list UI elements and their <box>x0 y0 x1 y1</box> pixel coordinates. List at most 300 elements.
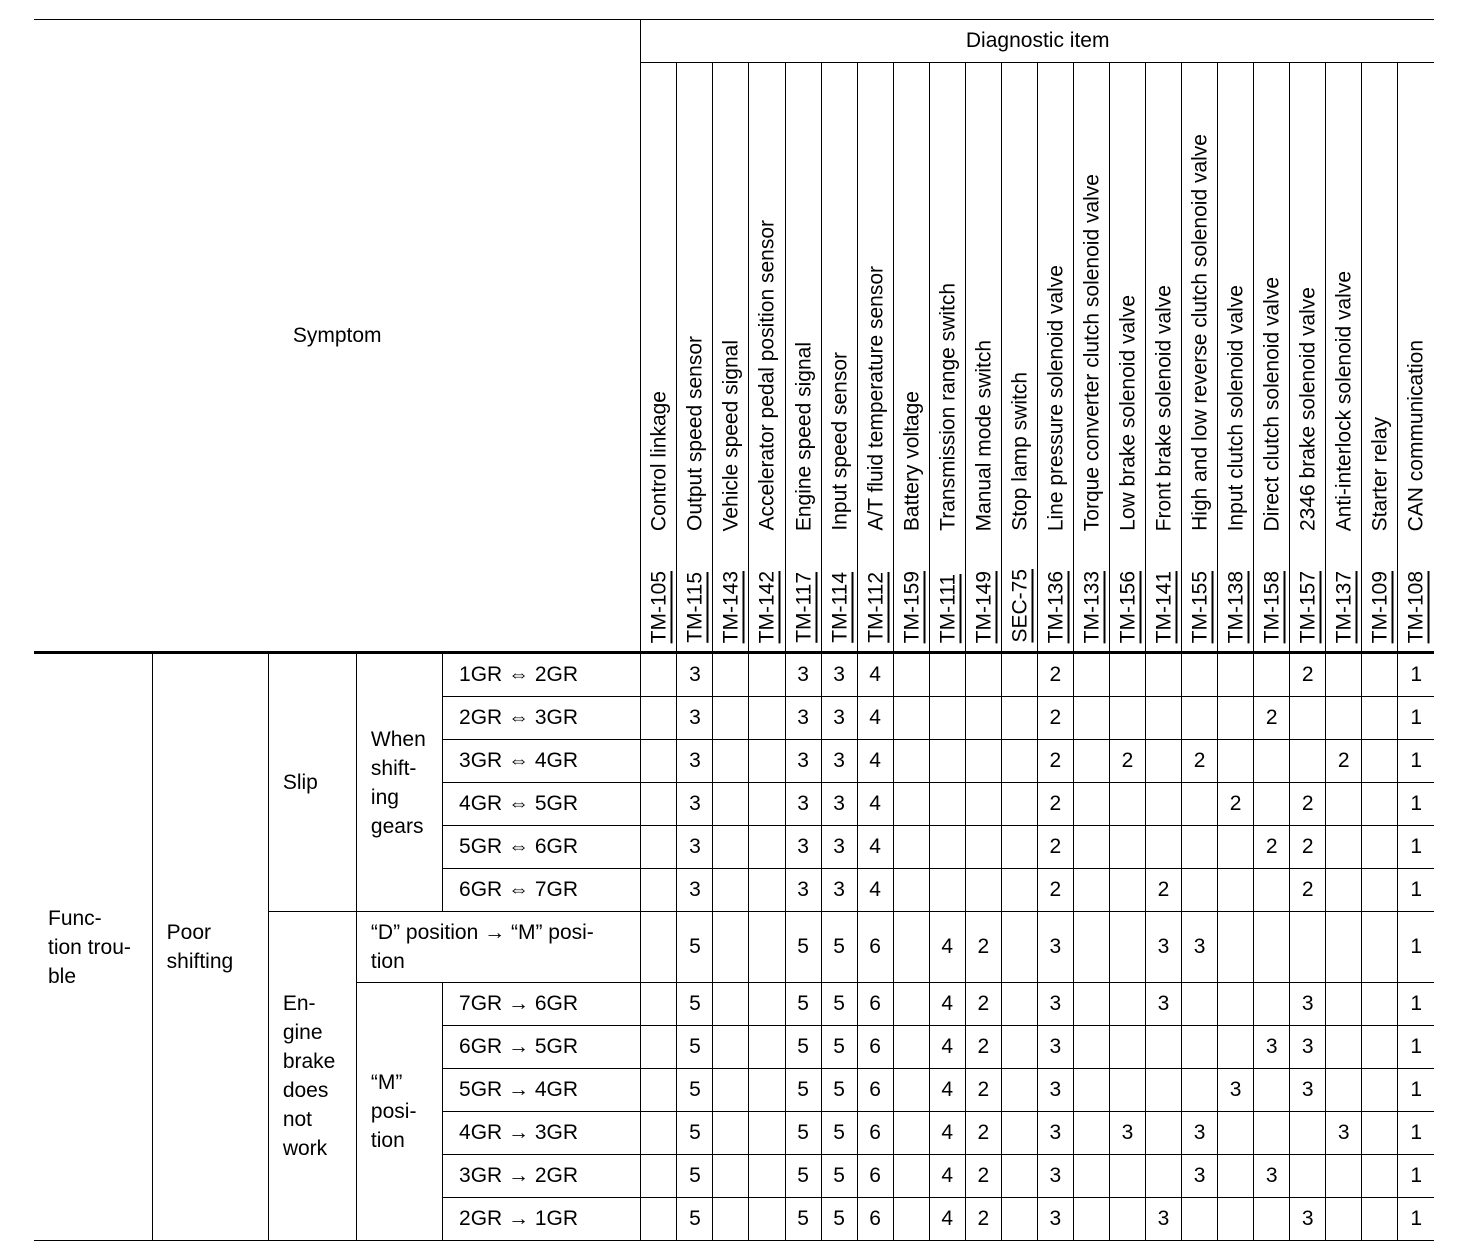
value-cell <box>1109 826 1145 869</box>
diagnostic-item-ref-link[interactable]: TM-136 <box>1044 570 1068 643</box>
diagnostic-item-name: High and low reverse clutch solenoid valve <box>1188 134 1212 531</box>
value-cell: 3 <box>1182 912 1218 983</box>
diagnostic-item-ref-link[interactable]: TM-142 <box>755 570 779 643</box>
value-cell <box>1182 1069 1218 1112</box>
value-cell <box>1362 826 1398 869</box>
value-cell <box>1218 1112 1254 1155</box>
value-cell <box>1001 1198 1037 1241</box>
value-cell: 5 <box>677 912 713 983</box>
value-cell <box>713 1112 749 1155</box>
value-cell <box>1001 1155 1037 1198</box>
value-cell <box>929 740 965 783</box>
value-cell <box>713 1026 749 1069</box>
value-cell <box>1218 1198 1254 1241</box>
value-cell <box>1290 740 1326 783</box>
value-cell <box>965 740 1001 783</box>
value-cell <box>965 653 1001 697</box>
value-cell: 4 <box>857 740 893 783</box>
value-cell: 2 <box>1146 869 1182 912</box>
diagnostic-item-column-header <box>1146 63 1182 653</box>
diagnostic-item-name: Direct clutch solenoid valve <box>1260 276 1284 531</box>
value-cell: 2 <box>1326 740 1362 783</box>
value-cell <box>929 869 965 912</box>
value-cell: 4 <box>929 1069 965 1112</box>
value-cell: 2 <box>1290 653 1326 697</box>
value-cell: 4 <box>857 653 893 697</box>
diagnostic-item-ref-link[interactable]: TM-111 <box>936 573 960 643</box>
table-row <box>34 653 1434 697</box>
value-cell <box>749 1026 785 1069</box>
diagnostic-item-name: Starter relay <box>1368 416 1392 531</box>
value-cell <box>1146 653 1182 697</box>
value-cell <box>641 983 677 1026</box>
value-cell <box>1073 1112 1109 1155</box>
value-cell: 3 <box>1182 1112 1218 1155</box>
value-cell <box>893 1155 929 1198</box>
value-cell <box>1146 1026 1182 1069</box>
value-cell: 4 <box>929 983 965 1026</box>
value-cell: 3 <box>785 653 821 697</box>
diagnostic-item-column-header <box>857 63 893 653</box>
value-cell <box>713 826 749 869</box>
diagnostic-item-name: 2346 brake solenoid valve <box>1296 286 1320 531</box>
value-cell: 3 <box>821 869 857 912</box>
value-cell <box>713 783 749 826</box>
value-cell <box>1182 653 1218 697</box>
diagnostic-item-column-header <box>641 63 677 653</box>
value-cell <box>749 826 785 869</box>
value-cell <box>713 1155 749 1198</box>
value-cell <box>1073 783 1109 826</box>
row-label: 5GR → 4GR <box>443 1069 641 1112</box>
diagnostic-item-name: Battery voltage <box>900 390 924 531</box>
value-cell <box>1290 1155 1326 1198</box>
value-cell <box>749 697 785 740</box>
value-cell: 5 <box>821 983 857 1026</box>
diagnostic-item-ref-link[interactable]: TM-109 <box>1368 570 1392 643</box>
value-cell <box>1362 1112 1398 1155</box>
diagnostic-item-ref-link[interactable]: TM-117 <box>792 572 816 643</box>
value-cell <box>713 697 749 740</box>
row-label: 2GR → 1GR <box>443 1198 641 1241</box>
value-cell: 2 <box>965 1112 1001 1155</box>
value-cell: 3 <box>1146 983 1182 1026</box>
diagnostic-item-column-header <box>1073 63 1109 653</box>
value-cell <box>1109 912 1145 983</box>
value-cell <box>749 912 785 983</box>
diagnostic-item-name: Line pressure solenoid valve <box>1044 264 1068 531</box>
value-cell: 6 <box>857 1198 893 1241</box>
value-cell <box>749 740 785 783</box>
diagnostic-item-name: Input clutch solenoid valve <box>1224 284 1248 531</box>
value-cell <box>641 1198 677 1241</box>
row-label: 4GR ⇔ 5GR <box>443 783 641 826</box>
value-cell: 5 <box>821 1198 857 1241</box>
value-cell <box>749 1198 785 1241</box>
value-cell: 2 <box>1290 869 1326 912</box>
m-position-label: “M” posi- tion <box>356 983 442 1241</box>
value-cell <box>1182 869 1218 912</box>
value-cell <box>641 869 677 912</box>
value-cell <box>749 983 785 1026</box>
value-cell: 3 <box>1037 1155 1073 1198</box>
value-cell <box>929 697 965 740</box>
diagnostic-item-ref-link[interactable]: TM-156 <box>1116 570 1140 643</box>
value-cell: 3 <box>1109 1112 1145 1155</box>
diagnostic-item-column-header <box>929 63 965 653</box>
value-cell: 5 <box>785 1112 821 1155</box>
value-cell: 4 <box>929 912 965 983</box>
diagnostic-item-ref-link[interactable]: TM-155 <box>1188 570 1212 643</box>
value-cell <box>1073 1155 1109 1198</box>
value-cell: 5 <box>785 1026 821 1069</box>
poor-shifting-label: Poor shifting <box>152 653 268 1241</box>
value-cell: 5 <box>821 1112 857 1155</box>
value-cell: 3 <box>1037 1112 1073 1155</box>
value-cell: 3 <box>785 869 821 912</box>
value-cell <box>1326 653 1362 697</box>
value-cell <box>893 697 929 740</box>
diagnostic-item-name: Vehicle speed signal <box>719 339 743 531</box>
value-cell <box>893 740 929 783</box>
value-cell <box>1073 697 1109 740</box>
value-cell: 4 <box>929 1026 965 1069</box>
value-cell: 5 <box>785 912 821 983</box>
value-cell <box>1146 783 1182 826</box>
diagnostic-item-name: Control linkage <box>647 390 671 531</box>
value-cell: 2 <box>965 912 1001 983</box>
value-cell <box>1073 869 1109 912</box>
value-cell <box>749 869 785 912</box>
diagnostic-item-name: Anti-interlock solenoid valve <box>1332 270 1356 531</box>
value-cell: 3 <box>821 783 857 826</box>
value-cell: 1 <box>1398 826 1434 869</box>
value-cell <box>893 653 929 697</box>
value-cell: 5 <box>677 1155 713 1198</box>
value-cell: 3 <box>1290 1069 1326 1112</box>
value-cell <box>1362 1198 1398 1241</box>
diagnostic-item-column-header <box>821 63 857 653</box>
value-cell <box>965 783 1001 826</box>
value-cell <box>1254 783 1290 826</box>
value-cell <box>1073 826 1109 869</box>
value-cell <box>1326 983 1362 1026</box>
value-cell <box>1182 983 1218 1026</box>
row-label: 4GR → 3GR <box>443 1112 641 1155</box>
value-cell <box>1146 697 1182 740</box>
value-cell: 4 <box>929 1198 965 1241</box>
value-cell: 1 <box>1398 1198 1434 1241</box>
value-cell <box>1254 983 1290 1026</box>
value-cell: 3 <box>785 740 821 783</box>
value-cell <box>1146 740 1182 783</box>
value-cell <box>1254 1069 1290 1112</box>
value-cell: 5 <box>821 1155 857 1198</box>
value-cell: 6 <box>857 1069 893 1112</box>
value-cell: 2 <box>1182 740 1218 783</box>
value-cell <box>1182 1198 1218 1241</box>
diagnostic-table <box>34 19 1434 1241</box>
value-cell <box>713 653 749 697</box>
value-cell: 2 <box>1037 783 1073 826</box>
diagnostic-item-column-header <box>749 63 785 653</box>
value-cell <box>1109 783 1145 826</box>
value-cell: 3 <box>1037 983 1073 1026</box>
value-cell: 1 <box>1398 697 1434 740</box>
value-cell <box>893 1198 929 1241</box>
when-shifting-label: When shift- ing gears <box>356 653 442 912</box>
value-cell: 2 <box>1254 826 1290 869</box>
value-cell <box>641 912 677 983</box>
diagnostic-item-column-header <box>1109 63 1145 653</box>
value-cell: 3 <box>677 826 713 869</box>
value-cell <box>1362 697 1398 740</box>
value-cell <box>929 826 965 869</box>
value-cell: 3 <box>1290 1026 1326 1069</box>
value-cell <box>1146 1155 1182 1198</box>
value-cell <box>1001 869 1037 912</box>
value-cell <box>893 826 929 869</box>
value-cell <box>1362 1155 1398 1198</box>
value-cell: 3 <box>785 783 821 826</box>
value-cell <box>1146 1112 1182 1155</box>
value-cell: 2 <box>1290 826 1326 869</box>
value-cell <box>1073 1026 1109 1069</box>
value-cell: 4 <box>857 826 893 869</box>
diagnostic-item-ref-link[interactable]: SEC-75 <box>1008 569 1032 643</box>
value-cell <box>1073 740 1109 783</box>
value-cell: 2 <box>965 1155 1001 1198</box>
value-cell: 1 <box>1398 1026 1434 1069</box>
value-cell <box>641 1069 677 1112</box>
row-label: 5GR ⇔ 6GR <box>443 826 641 869</box>
value-cell <box>1001 826 1037 869</box>
value-cell: 2 <box>1109 740 1145 783</box>
diagnostic-item-column-header <box>1326 63 1362 653</box>
value-cell <box>929 653 965 697</box>
value-cell <box>965 869 1001 912</box>
value-cell <box>713 1198 749 1241</box>
value-cell <box>1146 826 1182 869</box>
value-cell <box>1362 740 1398 783</box>
diagnostic-item-ref-link[interactable]: TM-157 <box>1296 570 1320 643</box>
value-cell <box>1326 1155 1362 1198</box>
diagnostic-item-column-header <box>965 63 1001 653</box>
value-cell: 5 <box>785 1155 821 1198</box>
row-label: 7GR → 6GR <box>443 983 641 1026</box>
value-cell <box>1254 912 1290 983</box>
row-label: 2GR ⇔ 3GR <box>443 697 641 740</box>
value-cell: 5 <box>785 1198 821 1241</box>
value-cell: 3 <box>1182 1155 1218 1198</box>
value-cell <box>1073 1069 1109 1112</box>
engine-brake-label: En- gine brake does not work <box>268 912 356 1241</box>
value-cell <box>749 783 785 826</box>
value-cell <box>1254 869 1290 912</box>
value-cell <box>713 983 749 1026</box>
diagnostic-item-column-header <box>713 63 749 653</box>
diagnostic-item-name: Manual mode switch <box>972 339 996 531</box>
value-cell: 5 <box>677 1112 713 1155</box>
slip-label: Slip <box>268 653 356 912</box>
diagnostic-item-ref-link[interactable]: TM-149 <box>972 570 996 643</box>
value-cell <box>641 740 677 783</box>
diagnostic-item-name: Accelerator pedal position sensor <box>755 220 779 531</box>
function-trouble-label: Func- tion trou- ble <box>34 653 152 1241</box>
value-cell: 3 <box>1218 1069 1254 1112</box>
value-cell: 3 <box>785 697 821 740</box>
value-cell: 3 <box>1254 1026 1290 1069</box>
diagnostic-item-name: A/T fluid temperature sensor <box>864 266 888 531</box>
value-cell: 5 <box>677 983 713 1026</box>
value-cell <box>1218 1155 1254 1198</box>
value-cell <box>1218 869 1254 912</box>
diagnostic-item-column-header <box>1037 63 1073 653</box>
value-cell: 3 <box>677 697 713 740</box>
diagnostic-item-ref-link[interactable]: TM-114 <box>828 572 852 643</box>
value-cell: 6 <box>857 1026 893 1069</box>
value-cell <box>965 697 1001 740</box>
value-cell: 5 <box>785 983 821 1026</box>
value-cell: 3 <box>821 740 857 783</box>
value-cell <box>641 783 677 826</box>
value-cell: 4 <box>857 869 893 912</box>
value-cell <box>1001 1026 1037 1069</box>
value-cell <box>1073 983 1109 1026</box>
value-cell <box>1109 983 1145 1026</box>
value-cell <box>1326 869 1362 912</box>
diagnostic-item-ref-link[interactable]: TM-112 <box>864 572 888 643</box>
diagnostic-item-name: Torque converter clutch solenoid valve <box>1080 173 1104 531</box>
value-cell: 1 <box>1398 1155 1434 1198</box>
value-cell: 6 <box>857 983 893 1026</box>
value-cell: 1 <box>1398 1069 1434 1112</box>
diagnostic-item-column-header <box>1254 63 1290 653</box>
value-cell <box>1001 1069 1037 1112</box>
value-cell <box>1326 1026 1362 1069</box>
value-cell <box>1326 826 1362 869</box>
diagnostic-item-ref-link[interactable]: TM-143 <box>719 570 743 643</box>
symptom-header: Symptom <box>34 20 641 653</box>
value-cell <box>641 653 677 697</box>
value-cell <box>1109 697 1145 740</box>
value-cell: 2 <box>965 1198 1001 1241</box>
diagnostic-item-ref-link[interactable]: TM-138 <box>1224 570 1248 643</box>
row-label: 1GR ⇔ 2GR <box>443 653 641 697</box>
value-cell: 3 <box>1290 1198 1326 1241</box>
diagnostic-item-ref-link[interactable]: TM-137 <box>1332 570 1356 643</box>
diagnostic-item-ref-link[interactable]: TM-105 <box>647 570 671 643</box>
diagnostic-item-ref-link[interactable]: TM-158 <box>1260 570 1284 643</box>
value-cell <box>965 826 1001 869</box>
value-cell <box>1001 1112 1037 1155</box>
value-cell <box>1001 740 1037 783</box>
value-cell: 1 <box>1398 912 1434 983</box>
value-cell: 3 <box>1037 1026 1073 1069</box>
value-cell <box>1326 1198 1362 1241</box>
value-cell: 1 <box>1398 740 1434 783</box>
value-cell <box>1218 653 1254 697</box>
diagnostic-item-column-header <box>1001 63 1037 653</box>
value-cell: 3 <box>1290 983 1326 1026</box>
value-cell: 2 <box>1290 783 1326 826</box>
value-cell: 3 <box>821 697 857 740</box>
value-cell <box>641 1112 677 1155</box>
value-cell <box>1182 783 1218 826</box>
value-cell <box>1362 783 1398 826</box>
value-cell <box>713 1069 749 1112</box>
diagnostic-item-name: Stop lamp switch <box>1008 372 1032 531</box>
diagnostic-item-name: Transmission range switch <box>936 283 960 531</box>
diagnostic-item-ref-link[interactable]: TM-133 <box>1080 570 1104 643</box>
value-cell: 3 <box>1254 1155 1290 1198</box>
diagnostic-item-header: Diagnostic item <box>641 20 1434 63</box>
diagnostic-item-ref-link[interactable]: TM-108 <box>1404 570 1428 643</box>
value-cell <box>1182 826 1218 869</box>
value-cell: 1 <box>1398 869 1434 912</box>
value-cell <box>641 1026 677 1069</box>
value-cell <box>1109 1069 1145 1112</box>
value-cell <box>1001 783 1037 826</box>
diagnostic-item-name: Input speed sensor <box>828 352 852 531</box>
row-label: “D” position → “M” posi- tion <box>356 912 640 983</box>
value-cell <box>713 740 749 783</box>
value-cell <box>713 869 749 912</box>
diagnostic-item-name: Low brake solenoid valve <box>1116 295 1140 531</box>
value-cell: 2 <box>965 983 1001 1026</box>
value-cell: 5 <box>821 1026 857 1069</box>
value-cell: 1 <box>1398 783 1434 826</box>
value-cell: 5 <box>677 1198 713 1241</box>
value-cell <box>1109 869 1145 912</box>
value-cell <box>1362 869 1398 912</box>
diagnostic-item-column-header <box>1290 63 1326 653</box>
value-cell: 6 <box>857 1112 893 1155</box>
value-cell: 6 <box>857 912 893 983</box>
value-cell <box>1218 826 1254 869</box>
value-cell: 3 <box>1037 1198 1073 1241</box>
value-cell <box>1109 1155 1145 1198</box>
value-cell <box>1326 1069 1362 1112</box>
diagnostic-item-name: Engine speed signal <box>792 341 816 531</box>
value-cell <box>1182 697 1218 740</box>
value-cell <box>1109 653 1145 697</box>
diagnostic-item-ref-link[interactable]: TM-159 <box>900 570 924 643</box>
value-cell: 4 <box>857 697 893 740</box>
value-cell <box>1362 912 1398 983</box>
value-cell <box>1001 653 1037 697</box>
diagnostic-item-ref-link[interactable]: TM-141 <box>1152 570 1176 643</box>
diagnostic-item-ref-link[interactable]: TM-115 <box>683 572 707 643</box>
value-cell: 4 <box>857 783 893 826</box>
value-cell <box>749 1069 785 1112</box>
diagnostic-item-column-header <box>893 63 929 653</box>
value-cell <box>893 1026 929 1069</box>
value-cell <box>1254 653 1290 697</box>
value-cell: 3 <box>677 653 713 697</box>
value-cell: 2 <box>1037 653 1073 697</box>
value-cell <box>893 783 929 826</box>
value-cell <box>1290 1112 1326 1155</box>
value-cell: 3 <box>821 653 857 697</box>
value-cell: 5 <box>821 912 857 983</box>
value-cell: 2 <box>1254 697 1290 740</box>
value-cell: 1 <box>1398 983 1434 1026</box>
value-cell <box>749 653 785 697</box>
row-label: 6GR ⇔ 7GR <box>443 869 641 912</box>
value-cell <box>1182 1026 1218 1069</box>
value-cell <box>1290 697 1326 740</box>
